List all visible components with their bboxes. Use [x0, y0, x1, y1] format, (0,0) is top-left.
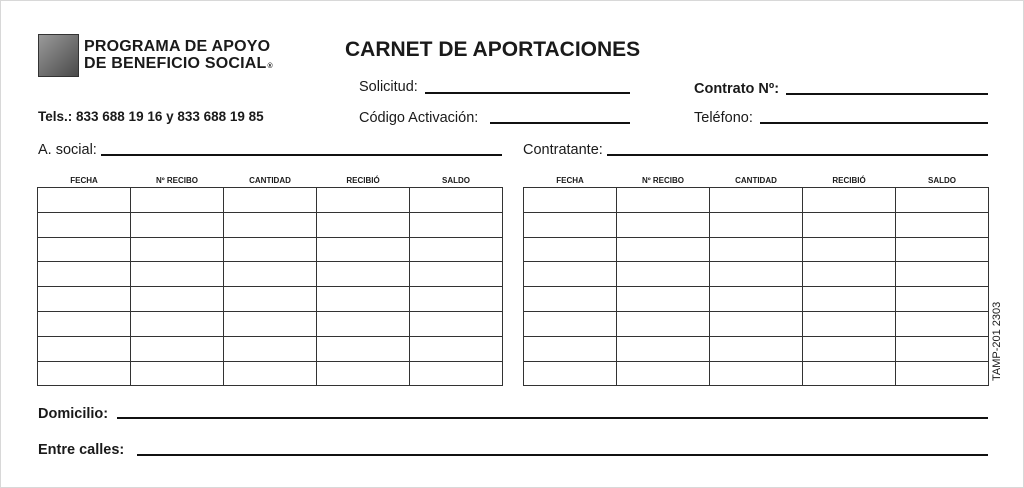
table-cell[interactable] [410, 212, 503, 237]
telefono-field[interactable] [760, 122, 988, 124]
table-row [38, 311, 503, 336]
table-cell[interactable] [896, 212, 989, 237]
table-cell[interactable] [38, 237, 131, 262]
form-code: TAMP-201 2303 [991, 301, 1003, 381]
table-cell[interactable] [617, 212, 710, 237]
table-cell[interactable] [317, 212, 410, 237]
column-header-recibo: Nº RECIBO [641, 176, 685, 185]
table-cell[interactable] [617, 188, 710, 213]
column-header-saldo: SALDO [928, 176, 956, 185]
contrato-field[interactable] [786, 93, 988, 95]
table-cell[interactable] [131, 237, 224, 262]
table-cell[interactable] [38, 287, 131, 312]
table-cell[interactable] [224, 212, 317, 237]
column-header-saldo: SALDO [442, 176, 470, 185]
contratante-field[interactable] [607, 154, 988, 156]
a-social-label: A. social: [38, 142, 97, 158]
table-cell[interactable] [524, 237, 617, 262]
entre-calles-field[interactable] [137, 454, 988, 456]
column-header-cantidad: CANTIDAD [735, 176, 777, 185]
table-row [38, 237, 503, 262]
table-cell[interactable] [224, 287, 317, 312]
table-cell[interactable] [524, 262, 617, 287]
table-cell[interactable] [317, 311, 410, 336]
table-cell[interactable] [38, 311, 131, 336]
table-cell[interactable] [131, 361, 224, 386]
organization-name-line1: PROGRAMA DE APOYO [84, 38, 271, 55]
table-cell[interactable] [617, 287, 710, 312]
table-row [524, 262, 989, 287]
payments-table-left [37, 173, 503, 386]
codigo-activacion-label: Código Activación: [359, 110, 479, 126]
table-body [524, 188, 989, 386]
table-cell[interactable] [131, 212, 224, 237]
table-cell[interactable] [896, 287, 989, 312]
domicilio-label: Domicilio: [38, 406, 109, 422]
table-row [524, 361, 989, 386]
organization-name-line2-text: DE BENEFICIO SOCIAL [84, 55, 267, 72]
table-row [524, 336, 989, 361]
table-cell[interactable] [131, 311, 224, 336]
table-row [38, 262, 503, 287]
table-row [524, 212, 989, 237]
table-cell[interactable] [317, 262, 410, 287]
column-header-fecha: FECHA [556, 176, 584, 185]
column-header-cantidad: CANTIDAD [249, 176, 291, 185]
table-cell[interactable] [896, 361, 989, 386]
table-cell[interactable] [617, 361, 710, 386]
table-cell[interactable] [896, 336, 989, 361]
table-cell[interactable] [410, 361, 503, 386]
telefono-label: Teléfono: [694, 110, 753, 126]
table-cell[interactable] [710, 361, 803, 386]
table-row [524, 287, 989, 312]
table-cell[interactable] [896, 262, 989, 287]
table-cell[interactable] [317, 237, 410, 262]
table-cell[interactable] [803, 237, 896, 262]
table-row [38, 336, 503, 361]
table-cell[interactable] [224, 188, 317, 213]
phone-numbers: Tels.: 833 688 19 16 y 833 688 19 85 [38, 109, 264, 124]
table-cell[interactable] [317, 336, 410, 361]
table-cell[interactable] [710, 336, 803, 361]
table-cell[interactable] [896, 237, 989, 262]
table-cell[interactable] [524, 188, 617, 213]
table-cell[interactable] [617, 237, 710, 262]
contrato-label: Contrato Nº: [694, 81, 780, 97]
document-title: CARNET DE APORTACIONES [345, 38, 641, 61]
registered-mark: ® [267, 63, 273, 70]
solicitud-field[interactable] [425, 92, 630, 94]
table-cell[interactable] [224, 361, 317, 386]
column-header-recibio: RECIBIÓ [832, 176, 866, 185]
table-row [38, 212, 503, 237]
table-cell[interactable] [317, 188, 410, 213]
table-cell[interactable] [803, 287, 896, 312]
table-cell[interactable] [131, 287, 224, 312]
organization-name-line2 [84, 55, 273, 73]
table-cell[interactable] [410, 262, 503, 287]
table-cell[interactable] [803, 311, 896, 336]
contratante-label: Contratante: [523, 142, 603, 158]
table-cell[interactable] [710, 212, 803, 237]
table-row [38, 361, 503, 386]
column-header-recibio: RECIBIÓ [346, 176, 380, 185]
table-cell[interactable] [317, 361, 410, 386]
table-cell[interactable] [803, 212, 896, 237]
organization-logo [38, 34, 79, 77]
table-cell[interactable] [410, 237, 503, 262]
table-cell[interactable] [38, 188, 131, 213]
table-cell[interactable] [710, 287, 803, 312]
table-cell[interactable] [617, 336, 710, 361]
table-cell[interactable] [224, 262, 317, 287]
table-cell[interactable] [131, 336, 224, 361]
table-row [38, 287, 503, 312]
a-social-field[interactable] [101, 154, 502, 156]
table-row [524, 188, 989, 213]
table-cell[interactable] [410, 311, 503, 336]
table-cell[interactable] [410, 336, 503, 361]
table-cell[interactable] [317, 287, 410, 312]
table-row [524, 237, 989, 262]
table-cell[interactable] [524, 311, 617, 336]
solicitud-label: Solicitud: [359, 79, 418, 95]
table-cell[interactable] [524, 212, 617, 237]
table-cell[interactable] [524, 361, 617, 386]
table-cell[interactable] [896, 188, 989, 213]
entre-calles-label: Entre calles: [38, 442, 125, 458]
table-cell[interactable] [710, 237, 803, 262]
table-cell[interactable] [803, 262, 896, 287]
table-cell[interactable] [524, 287, 617, 312]
table-cell[interactable] [131, 188, 224, 213]
table-cell[interactable] [896, 311, 989, 336]
payments-table-right [523, 173, 989, 386]
table-cell[interactable] [224, 237, 317, 262]
table-cell[interactable] [803, 188, 896, 213]
table-cell[interactable] [224, 336, 317, 361]
domicilio-field[interactable] [117, 417, 988, 419]
table-cell[interactable] [803, 336, 896, 361]
table-cell[interactable] [710, 188, 803, 213]
table-cell[interactable] [410, 188, 503, 213]
table-cell[interactable] [803, 361, 896, 386]
table-row [524, 311, 989, 336]
table-cell[interactable] [524, 336, 617, 361]
table-cell[interactable] [617, 262, 710, 287]
table-cell[interactable] [410, 287, 503, 312]
table-cell[interactable] [131, 262, 224, 287]
table-row [38, 188, 503, 213]
table-cell[interactable] [38, 361, 131, 386]
table-cell[interactable] [710, 262, 803, 287]
table-cell[interactable] [38, 336, 131, 361]
table-body [38, 188, 503, 386]
table-header-row [38, 173, 503, 188]
column-header-fecha: FECHA [70, 176, 98, 185]
codigo-activacion-field[interactable] [490, 122, 630, 124]
table-cell[interactable] [38, 262, 131, 287]
table-cell[interactable] [710, 311, 803, 336]
column-header-recibo: Nº RECIBO [155, 176, 199, 185]
table-cell[interactable] [224, 311, 317, 336]
table-header-row [524, 173, 989, 188]
table-cell[interactable] [617, 311, 710, 336]
table-cell[interactable] [38, 212, 131, 237]
